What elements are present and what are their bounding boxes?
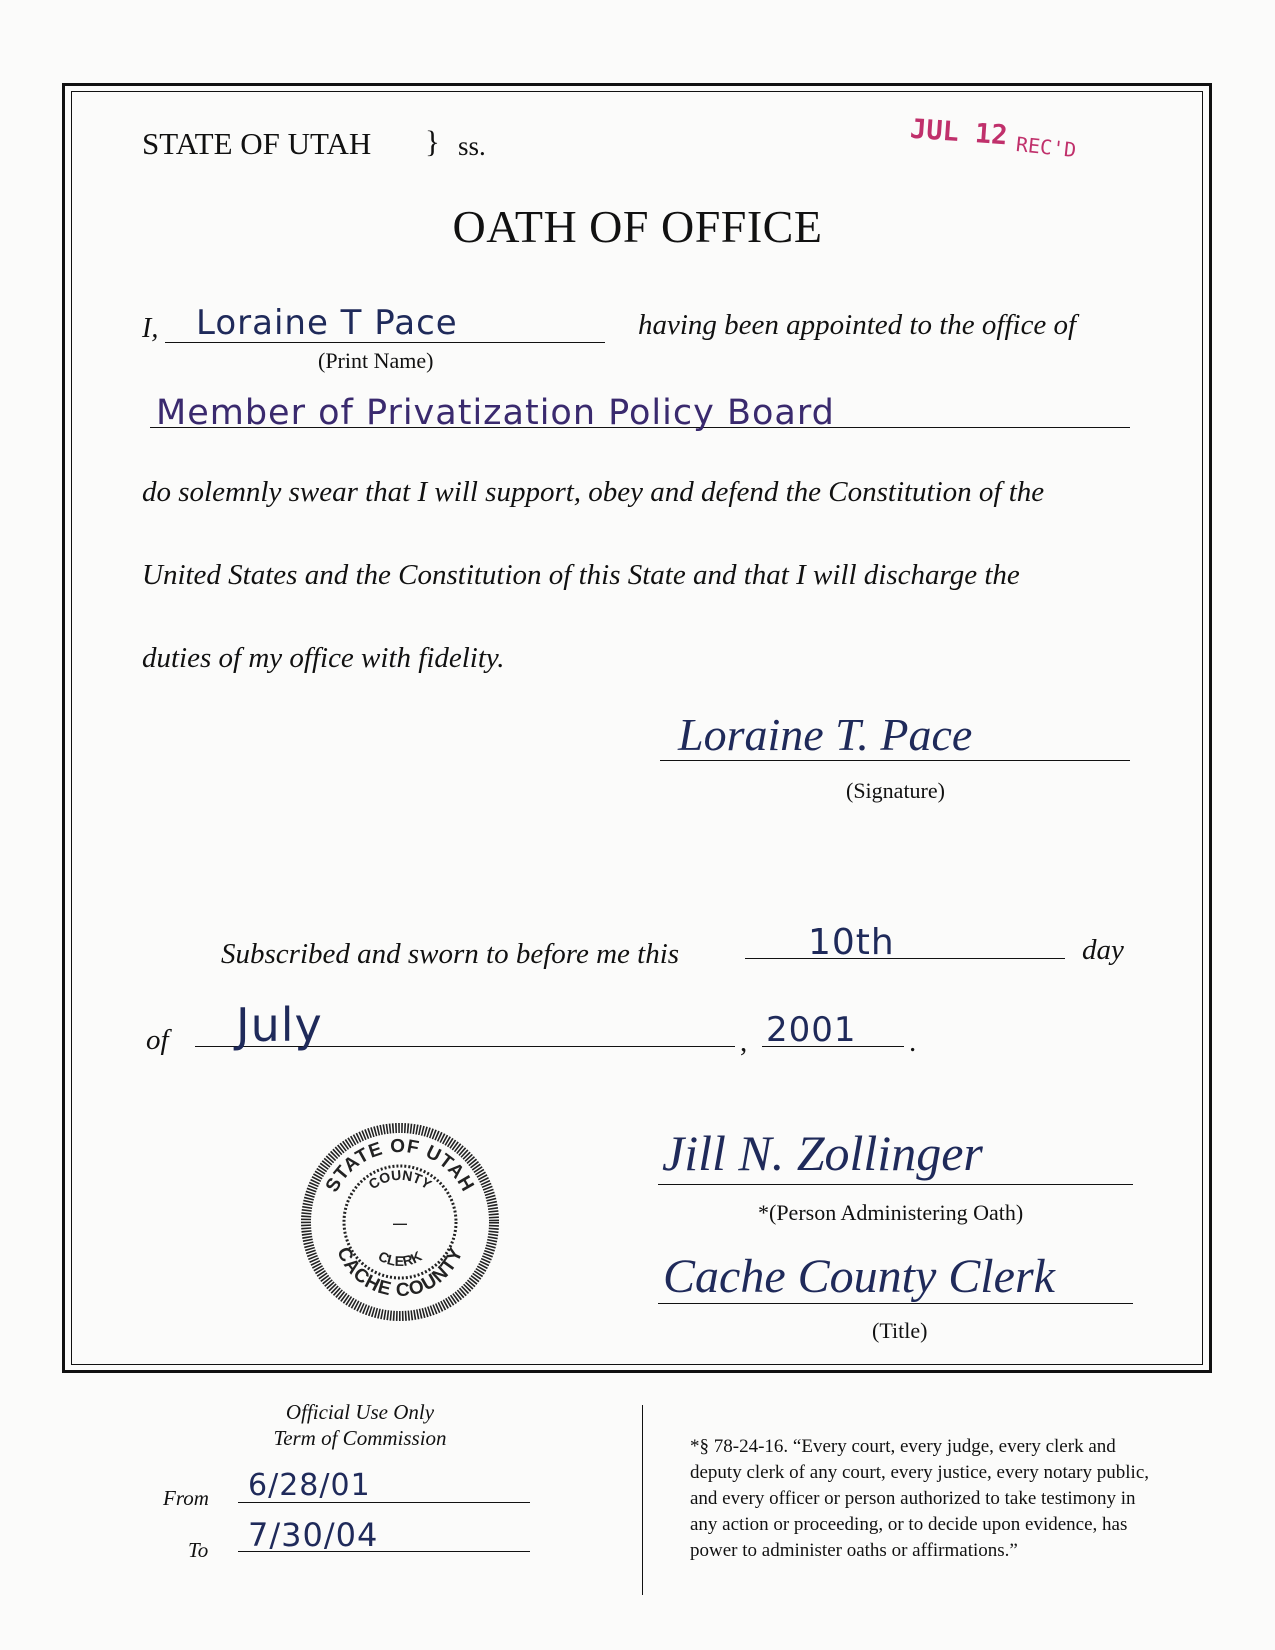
print-name-caption: (Print Name)	[318, 348, 434, 373]
oath-body-line2: United States and the Constitution of this State and that I will discharge the	[142, 559, 1020, 591]
administrator-title-value: Cache County Clerk	[663, 1250, 1055, 1303]
year-value: 2001	[766, 1010, 857, 1050]
official-use-heading: Official Use Only	[285, 1400, 435, 1424]
received-stamp-date: JUL 12	[909, 113, 1009, 152]
received-stamp-recd: REC'D	[1014, 131, 1078, 163]
seal-inner-bottom: CLERK	[375, 1247, 425, 1270]
administrator-rule	[658, 1184, 1133, 1185]
seal-outer-bottom: CACHE COUNTY	[332, 1244, 468, 1302]
month-value: July	[236, 998, 323, 1052]
footnote-line2: deputy clerk of any court, every justice, every notary public,	[690, 1462, 1149, 1483]
sworn-prefix: Subscribed and sworn to before me this	[221, 938, 680, 970]
signature-caption: (Signature)	[846, 778, 945, 803]
footnote-line5: power to administer oaths or affirmations.”	[690, 1540, 1018, 1561]
footnote-line4: any action or proceeding, or to decide upon evidence, has	[690, 1514, 1128, 1535]
section-divider	[642, 1405, 643, 1595]
county-seal	[300, 1122, 500, 1322]
oath-body-line1: do solemnly swear that I will support, obey and defend the Constitution of the	[142, 476, 1045, 508]
of-label: of	[146, 1024, 169, 1056]
printed-name-value: Loraine T Pace	[196, 303, 458, 343]
inner-border	[71, 91, 1203, 1365]
seal-inner-mid: —	[393, 1215, 407, 1231]
seal-inner-top: COUNTY	[365, 1166, 435, 1193]
to-value: 7/30/04	[248, 1516, 379, 1554]
state-label: STATE OF UTAH	[142, 126, 372, 161]
office-value: Member of Privatization Policy Board	[156, 393, 835, 433]
footnote-line3: and every officer or person authorized to take testimony in	[690, 1488, 1136, 1509]
sworn-comma: ,	[740, 1026, 748, 1058]
seal-outer-top: STATE OF UTAH	[321, 1135, 479, 1196]
administrator-signature: Jill N. Zollinger	[662, 1125, 983, 1181]
administrator-caption: *(Person Administering Oath)	[758, 1200, 1024, 1225]
signature-value: Loraine T. Pace	[678, 709, 973, 760]
page-title: OATH OF OFFICE	[452, 201, 823, 252]
from-value: 6/28/01	[248, 1468, 371, 1503]
to-label: To	[188, 1538, 209, 1562]
ss-label: ss.	[458, 131, 486, 161]
from-label: From	[163, 1486, 209, 1510]
statute-footnote	[690, 1434, 1149, 1564]
day-rule	[745, 958, 1065, 959]
oath-body-line3: duties of my office with fidelity.	[142, 642, 505, 674]
sworn-period: .	[909, 1026, 917, 1058]
oath-prefix: I,	[142, 313, 159, 344]
appointed-text: having been appointed to the office of	[638, 309, 1077, 341]
day-value: 10th	[808, 922, 895, 963]
footnote-line1: *§ 78-24-16. “Every court, every judge, every clerk and	[690, 1436, 1116, 1457]
term-heading: Term of Commission	[273, 1426, 447, 1450]
title-caption: (Title)	[872, 1318, 928, 1343]
brace: }	[425, 124, 440, 159]
day-label: day	[1082, 934, 1124, 966]
